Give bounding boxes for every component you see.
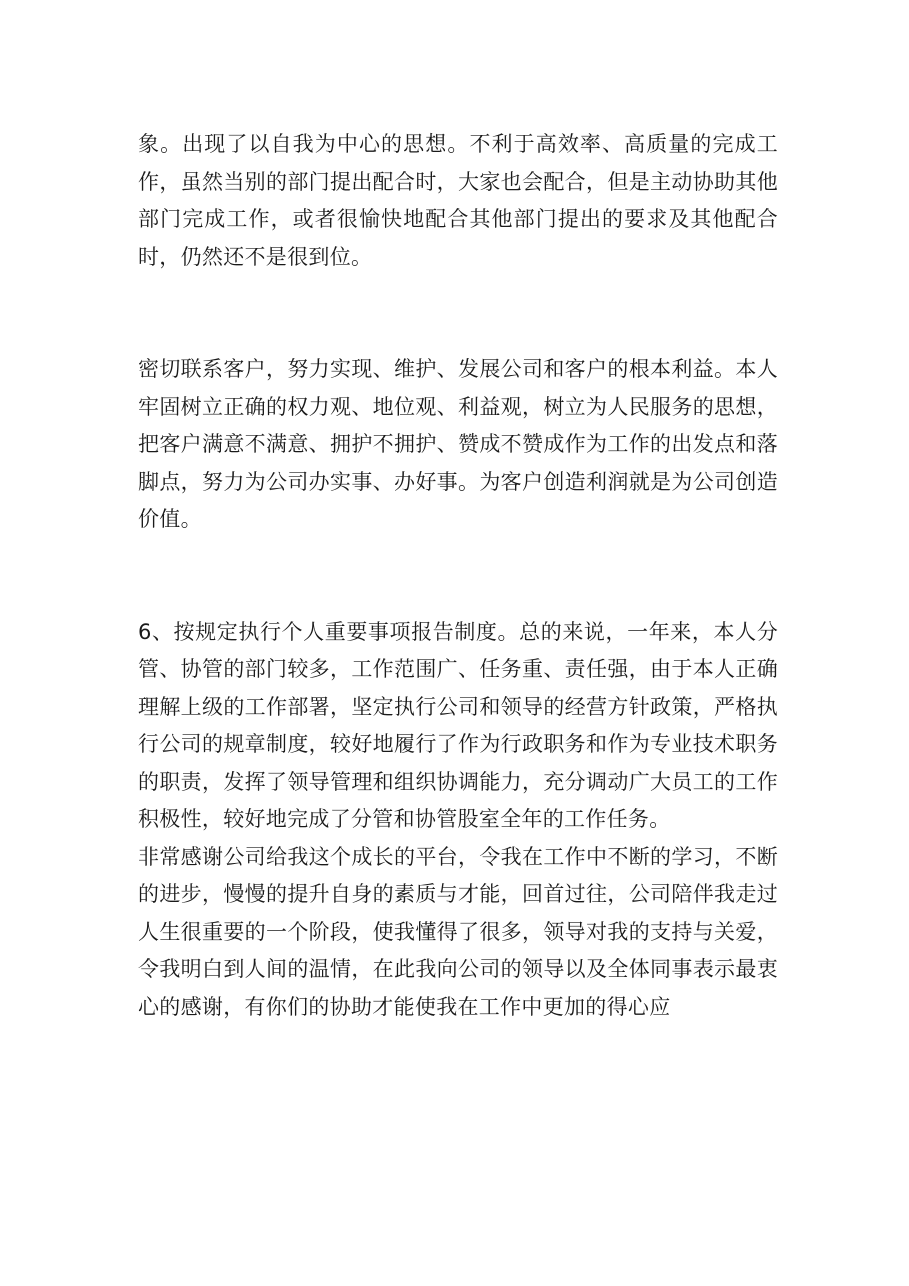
paragraph-2: 密切联系客户，努力实现、维护、发展公司和客户的根本利益。本人牢固树立正确的权力观、地位观、利益观，树立为人民服务的思想，把客户满意不满意、拥护不拥护、赞成不赞成作为工作的出发点和落脚点，努力为公司办实事、办好事。为客户创造利润就是为公司创造价值。 — [138, 357, 778, 531]
paragraph-spacer — [138, 539, 778, 614]
paragraph-1: 象。出现了以自我为中心的思想。不利于高效率、高质量的完成工作，虽然当别的部门提出配合时，大家也会配合，但是主动协助其他部门完成工作，或者很愉快地配合其他部门提出的要求及其他配合时，仍然还不是很到位。 — [138, 132, 778, 269]
paragraph-spacer — [138, 276, 778, 351]
document-body — [138, 126, 778, 1026]
paragraph-3: 6、按规定执行个人重要事项报告制度。总的来说，一年来，本人分管、协管的部门较多，工作范围广、任务重、责任强，由于本人正确理解上级的工作部署，坚定执行公司和领导的经营方针政策，严格执行公司的规章制度，较好地履行了作为行政职务和作为专业技术职务的职责，发挥了领导管理和组织协调能力，充分调动广大员工的工作积极性，较好地完成了分管和协管股室全年的工作任务。 — [138, 619, 778, 831]
paragraph-4: 非常感谢公司给我这个成长的平台，令我在工作中不断的学习，不断的进步，慢慢的提升自身的素质与才能，回首过往，公司陪伴我走过人生很重要的一个阶段，使我懂得了很多，领导对我的支持与关爱，令我明白到人间的温情，在此我向公司的领导以及全体同事表示最衷心的感谢，有你们的协助才能使我在工作中更加的得心应 — [138, 844, 778, 1019]
